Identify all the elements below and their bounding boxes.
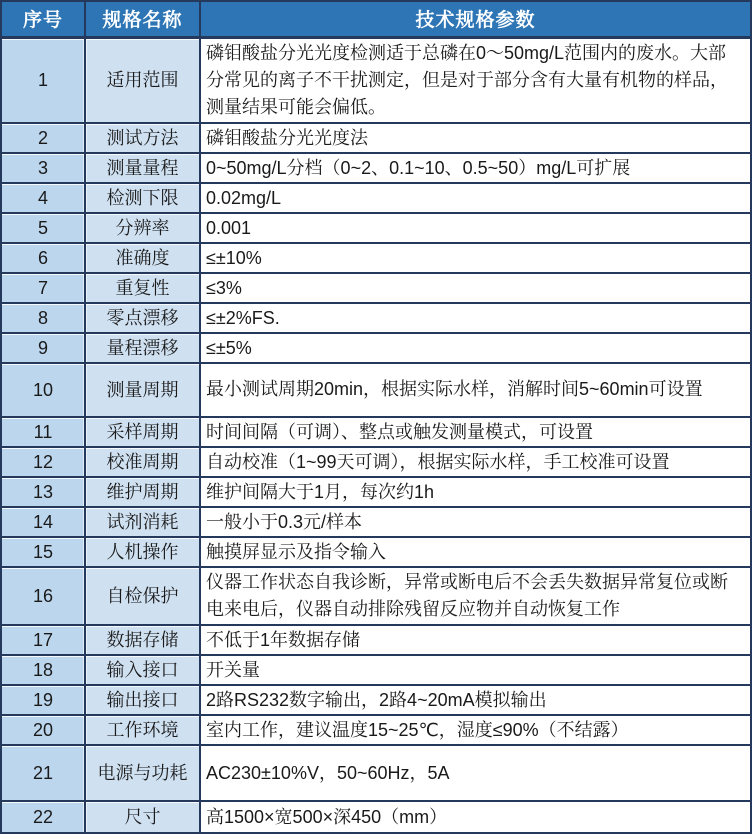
table-row (1, 153, 751, 183)
row-number: 11 (1, 417, 85, 447)
header-cell-name: 规格名称 (85, 1, 200, 37)
table-body (1, 37, 751, 833)
row-number: 10 (1, 363, 85, 417)
spec-param: 高1500×宽500×深450（mm） (200, 801, 751, 833)
table-row (1, 183, 751, 213)
row-number: 20 (1, 715, 85, 745)
spec-param: 0.001 (200, 213, 751, 243)
spec-param: 2路RS232数字输出，2路4~20mA模拟输出 (200, 685, 751, 715)
table-row (1, 333, 751, 363)
spec-param: 0~50mg/L分档（0~2、0.1~10、0.5~50）mg/L可扩展 (200, 153, 751, 183)
spec-param: ≤±5% (200, 333, 751, 363)
spec-name: 采样周期 (85, 417, 200, 447)
spec-param: 触摸屏显示及指令输入 (200, 537, 751, 567)
spec-name: 重复性 (85, 273, 200, 303)
row-number: 17 (1, 625, 85, 655)
spec-name: 电源与功耗 (85, 745, 200, 801)
header-cell-no: 序号 (1, 1, 85, 37)
spec-param: 室内工作，建议温度15~25℃，湿度≤90%（不结露） (200, 715, 751, 745)
spec-name: 检测下限 (85, 183, 200, 213)
table-row (1, 685, 751, 715)
row-number: 21 (1, 745, 85, 801)
spec-param: 磷钼酸盐分光光度法 (200, 123, 751, 153)
table-row (1, 625, 751, 655)
header-row (1, 1, 751, 37)
row-number: 14 (1, 507, 85, 537)
spec-param: 时间间隔（可调）、整点或触发测量模式，可设置 (200, 417, 751, 447)
spec-param: 磷钼酸盐分光光度检测适于总磷在0～50mg/L范围内的废水。大部分常见的离子不干扰测定，但是对于部分含有大量有机物的样品，测量结果可能会偏低。 (200, 37, 751, 123)
row-number: 16 (1, 567, 85, 625)
table-row (1, 477, 751, 507)
row-number: 5 (1, 213, 85, 243)
spec-name: 测量周期 (85, 363, 200, 417)
spec-name: 自检保护 (85, 567, 200, 625)
spec-param: AC230±10%V，50~60Hz，5A (200, 745, 751, 801)
row-number: 12 (1, 447, 85, 477)
spec-name: 零点漂移 (85, 303, 200, 333)
spec-param: 0.02mg/L (200, 183, 751, 213)
spec-param: ≤±10% (200, 243, 751, 273)
spec-param: 最小测试周期20min，根据实际水样，消解时间5~60min可设置 (200, 363, 751, 417)
spec-param: 仪器工作状态自我诊断，异常或断电后不会丢失数据异常复位或断电来电后，仪器自动排除残留反应物并自动恢复工作 (200, 567, 751, 625)
row-number: 1 (1, 37, 85, 123)
spec-name: 尺寸 (85, 801, 200, 833)
table-row (1, 655, 751, 685)
table-row (1, 567, 751, 625)
table-row (1, 537, 751, 567)
spec-param: 一般小于0.3元/样本 (200, 507, 751, 537)
header-cell-param: 技术规格参数 (200, 1, 751, 37)
spec-name: 试剂消耗 (85, 507, 200, 537)
row-number: 8 (1, 303, 85, 333)
row-number: 6 (1, 243, 85, 273)
spec-name: 准确度 (85, 243, 200, 273)
row-number: 15 (1, 537, 85, 567)
row-number: 3 (1, 153, 85, 183)
table-row (1, 273, 751, 303)
row-number: 9 (1, 333, 85, 363)
row-number: 7 (1, 273, 85, 303)
spec-param: 开关量 (200, 655, 751, 685)
spec-name: 测试方法 (85, 123, 200, 153)
spec-name: 分辨率 (85, 213, 200, 243)
spec-param: 维护间隔大于1月，每次约1h (200, 477, 751, 507)
table-row (1, 363, 751, 417)
table-row (1, 303, 751, 333)
table-row (1, 417, 751, 447)
spec-param: 自动校准（1~99天可调），根据实际水样，手工校准可设置 (200, 447, 751, 477)
spec-name: 量程漂移 (85, 333, 200, 363)
table-row (1, 507, 751, 537)
table-row (1, 123, 751, 153)
table-header (1, 1, 751, 37)
spec-name: 测量量程 (85, 153, 200, 183)
row-number: 4 (1, 183, 85, 213)
spec-name: 输入接口 (85, 655, 200, 685)
spec-name: 数据存储 (85, 625, 200, 655)
spec-param: ≤±2%FS. (200, 303, 751, 333)
spec-name: 适用范围 (85, 37, 200, 123)
spec-name: 输出接口 (85, 685, 200, 715)
spec-name: 校准周期 (85, 447, 200, 477)
row-number: 18 (1, 655, 85, 685)
table-row (1, 715, 751, 745)
table-row (1, 447, 751, 477)
spec-name: 维护周期 (85, 477, 200, 507)
spec-param: ≤3% (200, 273, 751, 303)
table-row (1, 243, 751, 273)
spec-param: 不低于1年数据存储 (200, 625, 751, 655)
row-number: 2 (1, 123, 85, 153)
table-row (1, 37, 751, 123)
row-number: 22 (1, 801, 85, 833)
row-number: 13 (1, 477, 85, 507)
spec-name: 工作环境 (85, 715, 200, 745)
table-row (1, 745, 751, 801)
table-row (1, 801, 751, 833)
row-number: 19 (1, 685, 85, 715)
table-row (1, 213, 751, 243)
spec-name: 人机操作 (85, 537, 200, 567)
